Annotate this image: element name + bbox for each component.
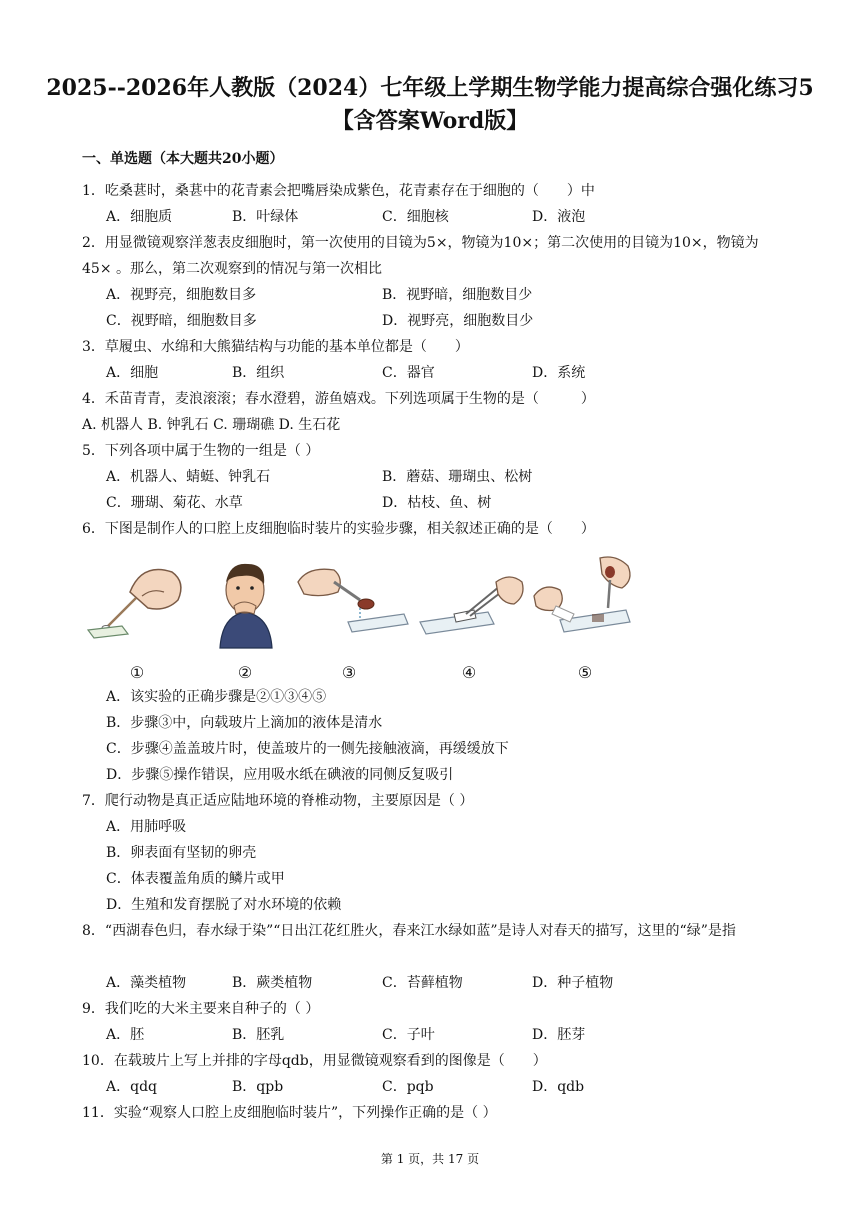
- question-3-stem: 3．草履虫、水绵和大熊猫结构与功能的基本单位都是（ ）: [82, 339, 469, 355]
- q10-option-b: B．qpb: [232, 1079, 284, 1095]
- question-11-stem: 11．实验“观察人口腔上皮细胞临时装片”，下列操作正确的是（ ）: [82, 1105, 497, 1121]
- step-3-label: ③: [341, 663, 357, 682]
- step-5-label: ⑤: [577, 663, 593, 682]
- q2-option-b: B．视野暗，细胞数目少: [382, 287, 533, 303]
- q3-option-b: B．组织: [232, 365, 285, 381]
- q8-option-b: B．蕨类植物: [232, 975, 313, 991]
- q8-option-d: D．种子植物: [532, 975, 614, 991]
- q2-option-a: A．视野亮，细胞数目多: [106, 287, 257, 303]
- q9-option-c: C．子叶: [382, 1027, 435, 1043]
- q6-figure-strip: [82, 552, 642, 682]
- step-2-figure: [190, 552, 300, 682]
- question-7-stem: 7．爬行动物是真正适应陆地环境的脊椎动物，主要原因是（ ）: [82, 793, 474, 809]
- q6-option-a: A．该实验的正确步骤是②①③④⑤: [106, 689, 327, 705]
- q1-option-c: C．细胞核: [382, 209, 449, 225]
- question-6-stem: 6．下图是制作人的口腔上皮细胞临时装片的实验步骤，相关叙述正确的是（ ）: [82, 521, 595, 537]
- q3-option-a: A．细胞: [106, 365, 159, 381]
- q5-option-a: A．机器人、蜻蜓、钟乳石: [106, 469, 271, 485]
- question-10-stem: 10．在载玻片上写上并排的字母qdb，用显微镜观察看到的图像是（ ）: [82, 1053, 547, 1069]
- question-5-stem: 5．下列各项中属于生物的一组是（ ）: [82, 443, 320, 459]
- dropper-slide-illustration: [294, 552, 409, 652]
- q7-option-b: B．卵表面有坚韧的卵壳: [106, 845, 257, 861]
- question-9-stem: 9．我们吃的大米主要来自种子的（ ）: [82, 1001, 320, 1017]
- question-8-stem: 8．“西湖春色归，春水绿于染”“日出江花红胜火，春来江水绿如蓝”是诗人对春天的描写，这里的“绿”是指: [82, 923, 736, 939]
- swab-hand-illustration: [82, 552, 192, 652]
- person-rinsing-illustration: [190, 552, 300, 652]
- q10-option-d: D．qdb: [532, 1079, 585, 1095]
- document-title: 2025--2026年人教版（2024）七年级上学期生物学能力提高综合强化练习5【含答案Word版】: [46, 75, 814, 134]
- question-1-stem: 1．吃桑葚时，桑葚中的花青素会把嘴唇染成紫色，花青素存在于细胞的（ ）中: [82, 183, 595, 199]
- q3-option-d: D．系统: [532, 365, 586, 381]
- q8-option-a: A．藻类植物: [106, 975, 187, 991]
- q5-option-c: C．珊瑚、菊花、水草: [106, 495, 243, 511]
- step-5-figure: [530, 552, 640, 682]
- staining-illustration: [530, 552, 642, 652]
- section-heading: 一、单选题（本大题共20小题）: [82, 151, 284, 167]
- step-1-label: ①: [129, 663, 145, 682]
- q10-option-a: A．qdq: [106, 1079, 157, 1095]
- q2-option-c: C．视野暗，细胞数目多: [106, 313, 257, 329]
- step-1-figure: [82, 552, 192, 682]
- q5-option-b: B．蘑菇、珊瑚虫、松树: [382, 469, 533, 485]
- q3-option-c: C．器官: [382, 365, 435, 381]
- page-footer: 第 1 页，共 17 页: [380, 1152, 480, 1166]
- question-2-stem: 2．用显微镜观察洋葱表皮细胞时，第一次使用的目镜为5×，物镜为10×；第二次使用的目镜为10×，物镜为45× 。那么，第二次观察到的情况与第一次相比: [82, 235, 759, 277]
- q1-option-a: A．细胞质: [106, 209, 173, 225]
- step-4-figure: [414, 552, 524, 682]
- q6-option-d: D．步骤⑤操作错误，应用吸水纸在碘液的同侧反复吸引: [106, 767, 454, 783]
- q7-option-a: A．用肺呼吸: [106, 819, 187, 835]
- q10-option-c: C．pqb: [382, 1079, 434, 1095]
- q7-option-d: D．生殖和发育摆脱了对水环境的依赖: [106, 897, 342, 913]
- coverslip-tweezers-illustration: [414, 552, 529, 652]
- q7-option-c: C．体表覆盖角质的鳞片或甲: [106, 871, 285, 887]
- q1-option-d: D．液泡: [532, 209, 586, 225]
- q1-option-b: B．叶绿体: [232, 209, 299, 225]
- q6-option-b: B．步骤③中，向载玻片上滴加的液体是清水: [106, 715, 383, 731]
- q5-option-d: D．枯枝、鱼、树: [382, 495, 492, 511]
- q2-option-d: D．视野亮，细胞数目少: [382, 313, 534, 329]
- q9-option-b: B．胚乳: [232, 1027, 285, 1043]
- step-2-label: ②: [237, 663, 253, 682]
- q4-options: A. 机器人 B. 钟乳石 C. 珊瑚礁 D. 生石花: [82, 417, 341, 433]
- q9-option-a: A．胚: [106, 1027, 145, 1043]
- question-4-stem: 4．禾苗青青，麦浪滚滚；春水澄碧，游鱼嬉戏。下列选项属于生物的是（ ）: [82, 391, 595, 407]
- step-4-label: ④: [461, 663, 477, 682]
- q9-option-d: D．胚芽: [532, 1027, 586, 1043]
- step-3-figure: [294, 552, 404, 682]
- q8-option-c: C．苔藓植物: [382, 975, 463, 991]
- q6-option-c: C．步骤④盖盖玻片时，使盖玻片的一侧先接触液滴，再缓缓放下: [106, 741, 509, 757]
